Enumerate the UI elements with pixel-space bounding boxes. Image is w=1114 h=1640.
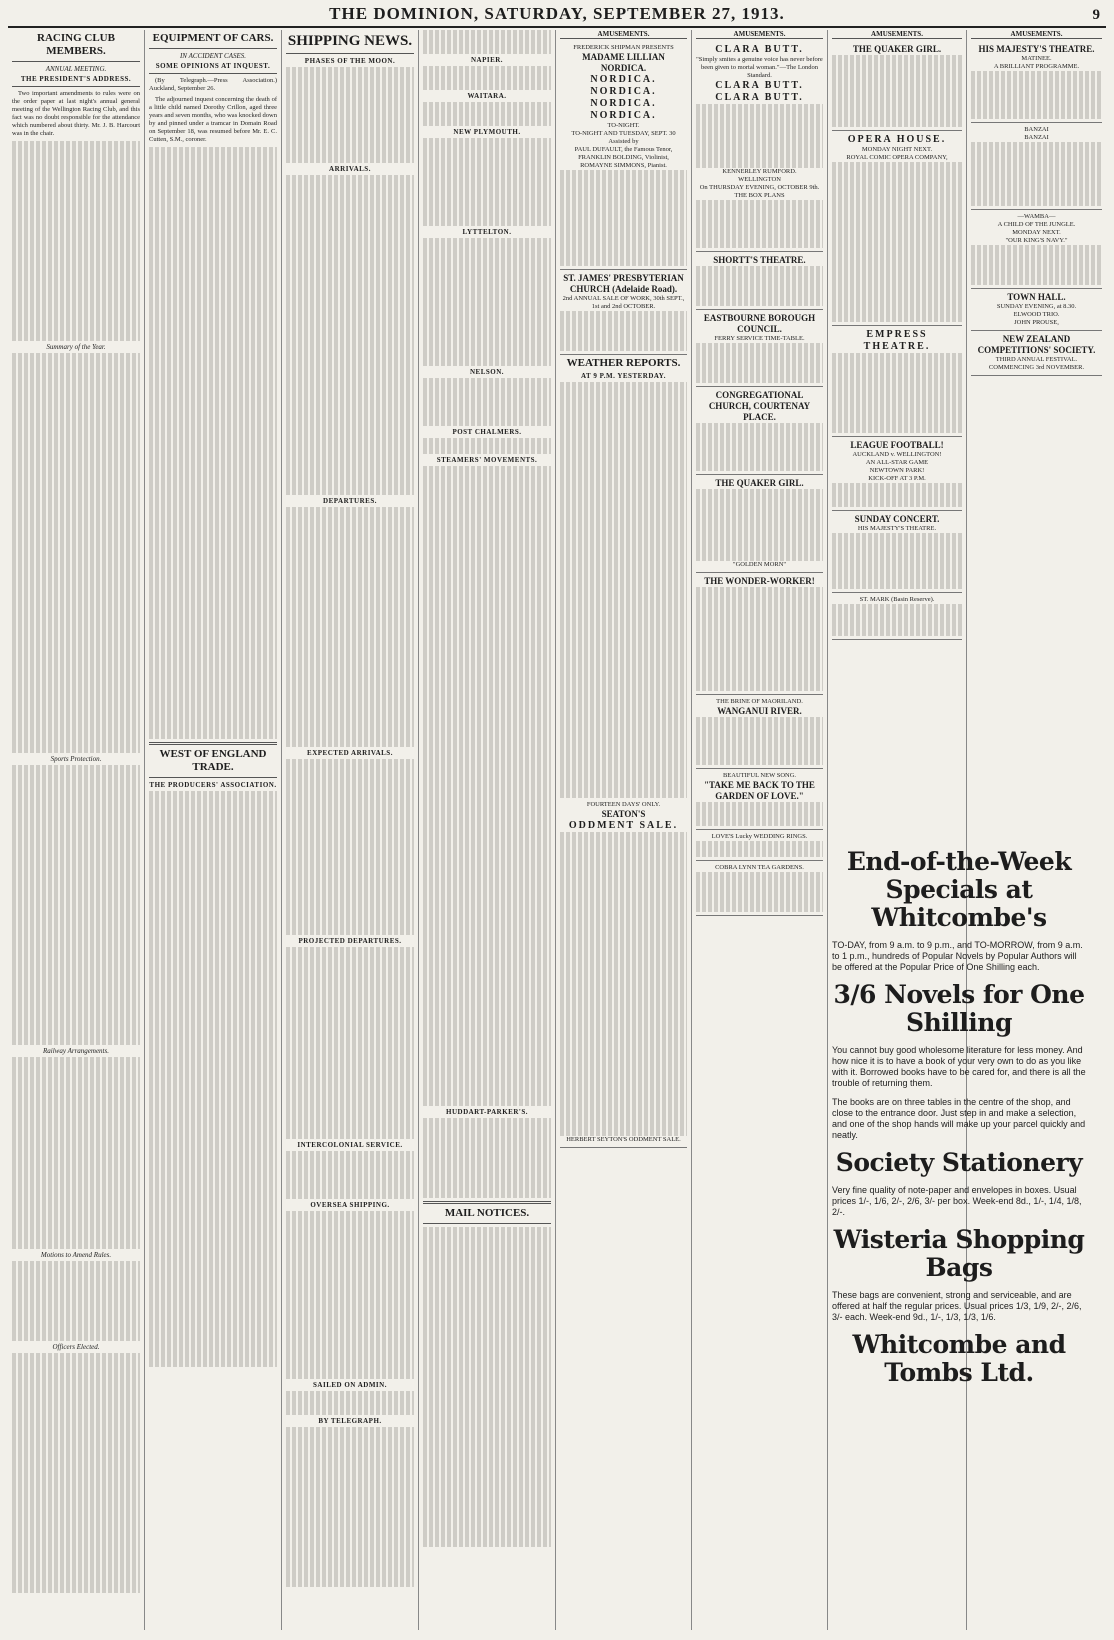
nelson: NELSON. xyxy=(469,368,505,376)
text-block xyxy=(423,378,551,426)
racing-sub2: THE PRESIDENT'S ADDRESS. xyxy=(20,75,132,83)
promo-heading-5: Whitcombe and Tombs Ltd. xyxy=(852,1330,1066,1387)
seaton-ad: FOURTEEN DAYS' ONLY. SEATON'S ODDMENT SALE. HERBERT SEYTON'S ODDMENT SALE. xyxy=(560,798,687,1148)
promo-heading-1: End-of-the-Week Specials at Whitcombe's xyxy=(846,848,1072,932)
by-telegraph: BY TELEGRAPH. xyxy=(318,1417,382,1425)
text-block xyxy=(12,1057,140,1249)
text-block xyxy=(423,66,551,90)
promo-text-1: TO-DAY, from 9 a.m. to 9 p.m., and TO-MORROW, from 9 a.m. to 1 p.m., hundreds of Popular Novels by Popular Authors will be offered at the Popular Price of One Shilling each. xyxy=(832,940,1083,972)
racing-sec4: Motions to Amend Rules. xyxy=(40,1251,112,1259)
text-block xyxy=(423,30,551,54)
equipment-dateline: (By Telegraph.—Press Association.) Auckland, September 26. xyxy=(149,77,277,92)
text-block xyxy=(286,67,414,163)
shipping-title: SHIPPING NEWS. xyxy=(287,33,413,49)
promo-heading-3: Society Stationery xyxy=(835,1148,1083,1177)
napier: NAPIER. xyxy=(470,56,504,64)
equipment-title: EQUIPMENT OF CARS. xyxy=(152,32,274,44)
text-block xyxy=(286,947,414,1139)
racing-p1: Two important amendments to rules were on the order paper at last night's annual general meeting of the Wellington Racing Club, and this fact was no doubt responsible for the attendance which numbered about thirty. Mr. J. B. Harcourt was in the chair. xyxy=(12,90,140,137)
wanganui-ad: THE BRINE OF MAORILAND. WANGANUI RIVER. xyxy=(696,695,823,769)
steamers-movements: STEAMERS' MOVEMENTS. xyxy=(436,456,538,464)
text-block xyxy=(423,138,551,226)
column-equipment xyxy=(145,30,282,1630)
text-block xyxy=(12,353,140,753)
text-block xyxy=(286,175,414,495)
trade-sub: THE PRODUCERS' ASSOCIATION. xyxy=(149,781,277,789)
racing-title: RACING CLUB MEMBERS. xyxy=(37,32,115,57)
text-block xyxy=(286,1391,414,1415)
weather-sub: AT 9 P.M. YESTERDAY. xyxy=(581,372,666,380)
equipment-sub2: SOME OPINIONS AT INQUEST. xyxy=(155,62,271,70)
racing-sub1: ANNUAL MEETING. xyxy=(45,65,107,73)
waitara: WAITARA. xyxy=(467,92,507,100)
text-block xyxy=(286,507,414,747)
masthead xyxy=(8,4,1106,28)
weather-title: WEATHER REPORTS. xyxy=(566,357,681,369)
text-block xyxy=(149,791,277,1367)
eastbourne-ad: EASTBOURNE BOROUGH COUNCIL. FERRY SERVICE TIME-TABLE. xyxy=(696,310,823,387)
equipment-p1: The adjourned inquest concerning the death of a little child named Dorothy Crillon, aged three years and seven months, who was knocked down by and pinned under a tramcar in Domain Road on September 18, was resumed before Mr. E. C. Cutten, S.M., coroner. xyxy=(149,96,277,143)
text-block xyxy=(286,1151,414,1199)
congregational-ad: CONGREGATIONAL CHURCH, COURTENAY PLACE. xyxy=(696,387,823,475)
projected-departures: PROJECTED DEPARTURES. xyxy=(298,937,402,945)
text-block xyxy=(286,1211,414,1379)
page-number: 9 xyxy=(1092,7,1100,23)
song-ad: BEAUTIFUL NEW SONG. "TAKE ME BACK TO THE GARDEN OF LOVE." xyxy=(696,769,823,830)
intercolonial: INTERCOLONIAL SERVICE. xyxy=(297,1141,403,1149)
text-block xyxy=(560,382,687,798)
promo-heading-2: 3/6 Novels for One Shilling xyxy=(833,980,1085,1037)
departures: DEPARTURES. xyxy=(323,497,377,505)
promo-text-5: These bags are convenient, strong and serviceable, and are offered at half the regular prices. Usual prices 1/3, 1/9, 2/-, 2/6, 3/- each. Week-end 9d., 1/-, 1/3, 1/3, 1/6. xyxy=(832,1290,1082,1322)
text-block xyxy=(286,759,414,935)
racing-sec5: Officers Elected. xyxy=(52,1343,100,1351)
racing-sec2: Sports Protection. xyxy=(50,755,102,763)
column-ports xyxy=(419,30,556,1630)
amusements-header: AMUSEMENTS. xyxy=(560,30,687,39)
wonder-ad: THE WONDER-WORKER! xyxy=(696,573,823,695)
column-amusements-2: AMUSEMENTS. CLARA BUTT. "Simply smites a genuine voice has never before been given to mortal woman."—The London Standard. CLARA BUTT. CLARA BUTT. KENNERLEY RUMFORD. WELLINGTON On THURSDAY EVENING, OCTOBER 9th. THE BOX PLANS SHORTT'S THEATRE. EASTBOURNE BOROUGH COUNCIL. FERRY SERVICE TIME-TABLE. CONGREGATIONAL CHURCH, COURTENAY PLACE. THE QUAKER GIRL. "GOLDEN MORN" THE WONDER-WORKER! THE BRINE OF MAORILAND. WANGANUI RIVER. BEAUTIFUL NEW SONG. "TAKE ME BACK TO THE GARDEN OF LOVE." LOVE'S Lucky WEDDING RINGS. COBRA LYNN TEA GARDENS. xyxy=(692,30,828,1630)
column-amusements-3: AMUSEMENTS. THE QUAKER GIRL. OPERA HOUSE. MONDAY NIGHT NEXT. ROYAL COMIC OPERA COMPANY, EMPRESS THEATRE. LEAGUE FOOTBALL! AUCKLAND v. WELLINGTON! AN ALL-STAR GAME NEWTOWN PARK! KICK-OFF AT 3 P.M. SUNDAY CONCERT. HIS MAJESTY'S THEATRE. ST. MARK (Basin Reserve). xyxy=(828,30,967,1630)
text-block xyxy=(423,238,551,366)
cobra-ad: COBRA LYNN TEA GARDENS. xyxy=(696,861,823,916)
text-block xyxy=(423,1227,551,1547)
rings-ad: LOVE'S Lucky WEDDING RINGS. xyxy=(696,830,823,861)
quaker-ad: THE QUAKER GIRL. "GOLDEN MORN" xyxy=(696,475,823,573)
nordica-ad: FREDERICK SHIPMAN PRESENTS MADAME LILLIAN NORDICA. NORDICA. NORDICA. NORDICA. NORDICA. TO-NIGHT. TO-NIGHT AND TUESDAY, SEPT. 30 Assisted by PAUL DUFAULT, the Famous Tenor, FRANKLIN BOLDING, Violinist, ROMAYNE SIMMONS, Pianist. xyxy=(560,41,687,270)
text-block xyxy=(423,438,551,454)
sailed: SAILED ON ADMIN. xyxy=(313,1381,387,1389)
arrivals: ARRIVALS. xyxy=(329,165,371,173)
column-amusements-4: AMUSEMENTS. HIS MAJESTY'S THEATRE. MATINEE. A BRILLIANT PROGRAMME. BANZAI BANZAI —WAMBA— A CHILD OF THE JUNGLE. MONDAY NEXT. "OUR KING'S NAVY." TOWN HALL. SUNDAY EVENING, at 8.30. ELWOOD TRIO. JOHN PROUSE, NEW ZEALAND COMPETITIONS' SOCIETY. THIRD ANNUAL FESTIVAL. COMMENCING 3rd NOVEMBER. xyxy=(967,30,1106,1630)
mail-notices: MAIL NOTICES. xyxy=(444,1207,530,1219)
oversea-shipping: OVERSEA SHIPPING. xyxy=(310,1201,390,1209)
lyttelton: LYTTELTON. xyxy=(462,228,512,236)
text-block xyxy=(149,147,277,739)
equipment-sub1: IN ACCIDENT CASES. xyxy=(179,52,247,60)
column-amusements-1 xyxy=(556,30,692,1630)
promo-text-3: The books are on three tables in the centre of the shop, and close to the entrance door. Just step in and make a selection, and one of the shop hands will make up your parcel quickly and neatly. xyxy=(832,1097,1086,1140)
racing-sec3: Railway Arrangements. xyxy=(43,1047,109,1055)
trade-title: WEST OF ENGLAND TRADE. xyxy=(159,748,267,773)
clara-butt-ad: CLARA BUTT. "Simply smites a genuine voice has never before been given to mortal woman."—The London Standard. CLARA BUTT. CLARA BUTT. KENNERLEY RUMFORD. WELLINGTON On THURSDAY EVENING, OCTOBER 9th. THE BOX PLANS xyxy=(696,41,823,252)
new-plymouth: NEW PLYMOUTH. xyxy=(453,128,521,136)
st-james-ad: ST. JAMES' PRESBYTERIAN CHURCH (Adelaide Road). 2nd ANNUAL SALE OF WORK, 30th SEPT., 1st and 2nd OCTOBER. xyxy=(560,270,687,355)
huddart-parker: HUDDART-PARKER'S. xyxy=(446,1108,528,1116)
text-block xyxy=(423,1118,551,1198)
text-block xyxy=(423,102,551,126)
text-block xyxy=(12,1353,140,1593)
text-block xyxy=(423,466,551,1106)
moon-phases: PHASES OF THE MOON. xyxy=(304,57,396,65)
column-shipping xyxy=(282,30,419,1630)
text-block xyxy=(12,765,140,1045)
text-block xyxy=(286,1427,414,1587)
promo-text-4: Very fine quality of note-paper and envelopes in boxes. Usual prices 1/-, 1/6, 2/-, 2/6, 3/- per box. Week-end 8d., 1/-, 1/4, 1/8, 2/-. xyxy=(832,1185,1082,1217)
expected-arrivals: EXPECTED ARRIVALS. xyxy=(307,749,393,757)
whitcombe-promo xyxy=(820,848,1098,1598)
newspaper-title: THE DOMINION, SATURDAY, SEPTEMBER 27, 1913. xyxy=(329,4,785,23)
promo-text-2: You cannot buy good wholesome literature for less money. And how nice it is to have a book of your very own to do as you like with it. Borrowed books have to be cared for, and there is all the trouble of returning them. xyxy=(832,1045,1086,1088)
shortts-ad: SHORTT'S THEATRE. xyxy=(696,252,823,310)
racing-sec1: Summary of the Year. xyxy=(46,343,106,351)
port-chalmers: POST CHALMERS. xyxy=(452,428,522,436)
promo-heading-4: Wisteria Shopping Bags xyxy=(833,1225,1085,1282)
column-racing xyxy=(8,30,145,1630)
text-block xyxy=(12,141,140,341)
text-block xyxy=(12,1261,140,1341)
